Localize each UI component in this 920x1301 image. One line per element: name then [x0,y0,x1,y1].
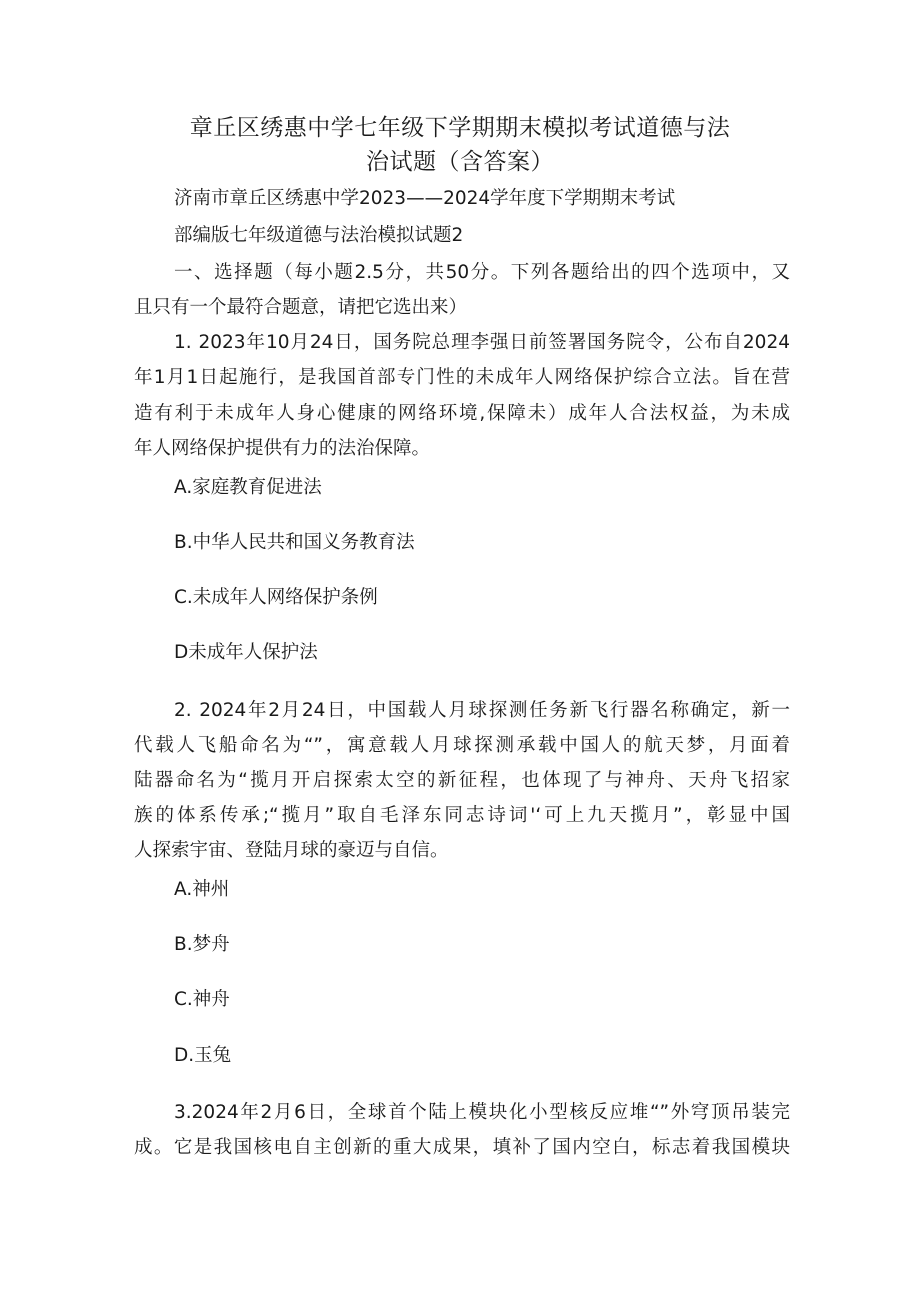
question-2-option-c: C.神舟 [174,989,230,1010]
question-2-option-a: A.神州 [174,879,230,900]
section-heading-line-2: 且只有一个最符合题意，请把它选出来） [134,297,468,318]
question-2-option-d: D.玉兔 [174,1045,232,1066]
question-2-line-5: 人探索宇宙、登陆月球的豪迈与自信。 [134,840,449,861]
question-1-option-d: D未成年人保护法 [174,642,318,663]
question-3-line-1: 3.2024年2月6日，全球首个陆上模块化小型核反应堆“”外穹顶吊装完 [174,1102,790,1123]
question-1-option-c: C.未成年人网络保护条例 [174,587,378,608]
question-1-line-4: 年人网络保护提供有力的法治保障。 [134,438,431,459]
question-2-line-4: 族的体系传承;“揽月”取自毛泽东同志诗词'‘可上九天揽月”，彰显中国 [134,805,790,826]
question-2-line-3: 陆器命名为“揽月开启探索太空的新征程，也体现了与神舟、天舟飞招家 [134,770,790,791]
question-3-line-2: 成。它是我国核电自主创新的重大成果，填补了国内空白，标志着我国模块 [134,1137,790,1158]
section-heading-line-1: 一、选择题（每小题2.5分，共50分。下列各题给出的四个选项中，又 [174,262,790,283]
question-2-option-b: B.梦舟 [174,934,230,955]
question-2-line-1: 2. 2024年2月24日，中国载人月球探测任务新飞行器名称确定，新一 [174,700,790,721]
question-1-option-a: A.家庭教育促进法 [174,477,322,498]
subtitle-exam-paper: 部编版七年级道德与法治模拟试题2 [174,225,464,246]
question-1-line-3: 造有利于未成年人身心健康的网络环境,保障未）成年人合法权益，为未成 [134,403,790,424]
document-title-line-2: 治试题（含答案） [366,149,554,175]
question-1-option-b: B.中华人民共和国义务教育法 [174,532,415,553]
question-2-line-2: 代载人飞船命名为“”，寓意载人月球探测承载中国人的航天梦，月面着 [134,735,790,756]
question-1-line-1: 1. 2023年10月24日，国务院总理李强日前签署国务院令，公布自2024 [174,332,790,353]
document-title-line-1: 章丘区绣惠中学七年级下学期期末模拟考试道德与法 [189,115,731,141]
question-1-line-2: 年1月1日起施行，是我国首部专门性的未成年人网络保护综合立法。旨在营 [134,367,790,388]
subtitle-school-exam: 济南市章丘区绣惠中学2023——2024学年度下学期期末考试 [174,188,676,209]
